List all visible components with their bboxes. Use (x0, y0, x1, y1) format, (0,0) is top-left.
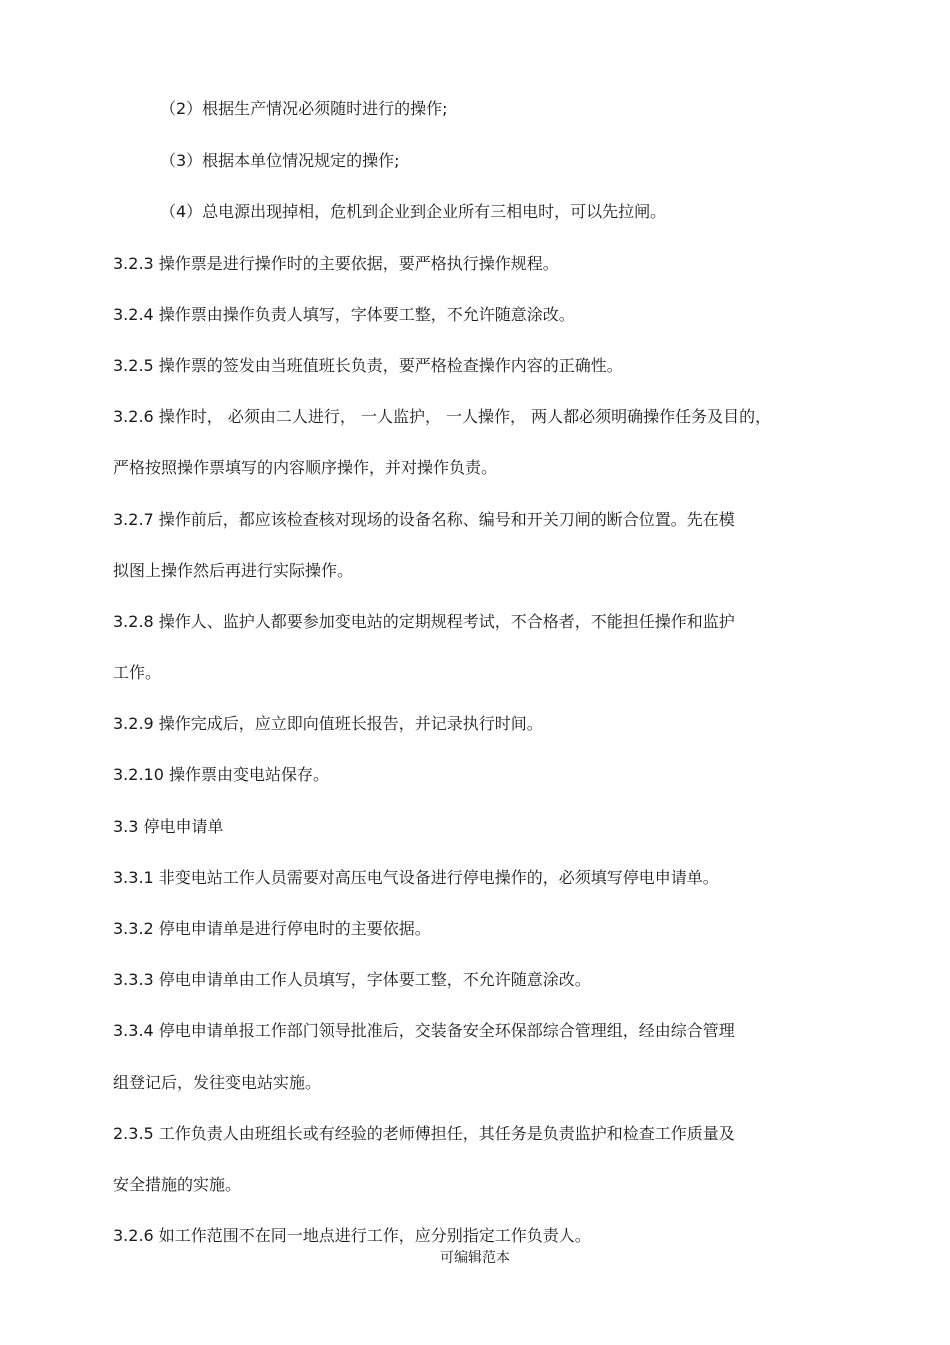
clause-2-3-5: 2.3.5 工作负责人由班组长或有经验的老师傅担任，其任务是负责监护和检查工作质量及 (113, 1124, 735, 1143)
clause-3-2-7: 3.2.7 操作前后，都应该检查核对现场的设备名称、编号和开关刀闸的断合位置。先在模 (113, 510, 735, 529)
clause-2-3-5-continued: 安全措施的实施。 (113, 1175, 242, 1194)
clause-3-2-6-continued: 严格按照操作票填写的内容顺序操作，并对操作负责。 (113, 458, 498, 477)
list-item-2: （2）根据生产情况必须随时进行的操作; (160, 99, 448, 118)
clause-3-2-9: 3.2.9 操作完成后，应立即向值班长报告，并记录执行时间。 (113, 714, 543, 733)
clause-3-3-4: 3.3.4 停电申请单报工作部门领导批准后，交装备安全环保部综合管理组，经由综合管理 (113, 1021, 735, 1040)
clause-3-3-2: 3.3.2 停电申请单是进行停电时的主要依据。 (113, 919, 431, 938)
clause-3-2-8: 3.2.8 操作人、监护人都要参加变电站的定期规程考试，不合格者，不能担任操作和监护 (113, 612, 735, 631)
clause-3-2-10: 3.2.10 操作票由变电站保存。 (113, 765, 329, 784)
clause-3-3-3: 3.3.3 停电申请单由工作人员填写，字体要工整，不允许随意涂改。 (113, 970, 591, 989)
clause-3-3-1: 3.3.1 非变电站工作人员需要对高压电气设备进行停电操作的，必须填写停电申请单。 (113, 868, 719, 887)
section-heading-3-3: 3.3 停电申请单 (113, 817, 224, 836)
clause-3-2-6: 3.2.6 操作时， 必须由二人进行， 一人监护， 一人操作， 两人都必须明确操作任务及目的， (113, 407, 772, 426)
clause-3-3-4-continued: 组登记后，发往变电站实施。 (113, 1073, 322, 1092)
clause-3-2-3: 3.2.3 操作票是进行操作时的主要依据，要严格执行操作规程。 (113, 254, 559, 273)
clause-3-2-7-continued: 拟图上操作然后再进行实际操作。 (113, 561, 354, 580)
clause-3-2-5: 3.2.5 操作票的签发由当班值班长负责，要严格检查操作内容的正确性。 (113, 356, 623, 375)
clause-3-2-6-scope: 3.2.6 如工作范围不在同一地点进行工作，应分别指定工作负责人。 (113, 1226, 591, 1245)
clause-3-2-4: 3.2.4 操作票由操作负责人填写，字体要工整，不允许随意涂改。 (113, 305, 575, 324)
clause-3-2-8-continued: 工作。 (113, 663, 162, 682)
list-item-4: （4）总电源出现掉相，危机到企业到企业所有三相电时，可以先拉闸。 (160, 202, 667, 221)
list-item-3: （3）根据本单位情况规定的操作; (160, 151, 400, 170)
page-footer: 可编辑范本 (440, 1250, 510, 1266)
